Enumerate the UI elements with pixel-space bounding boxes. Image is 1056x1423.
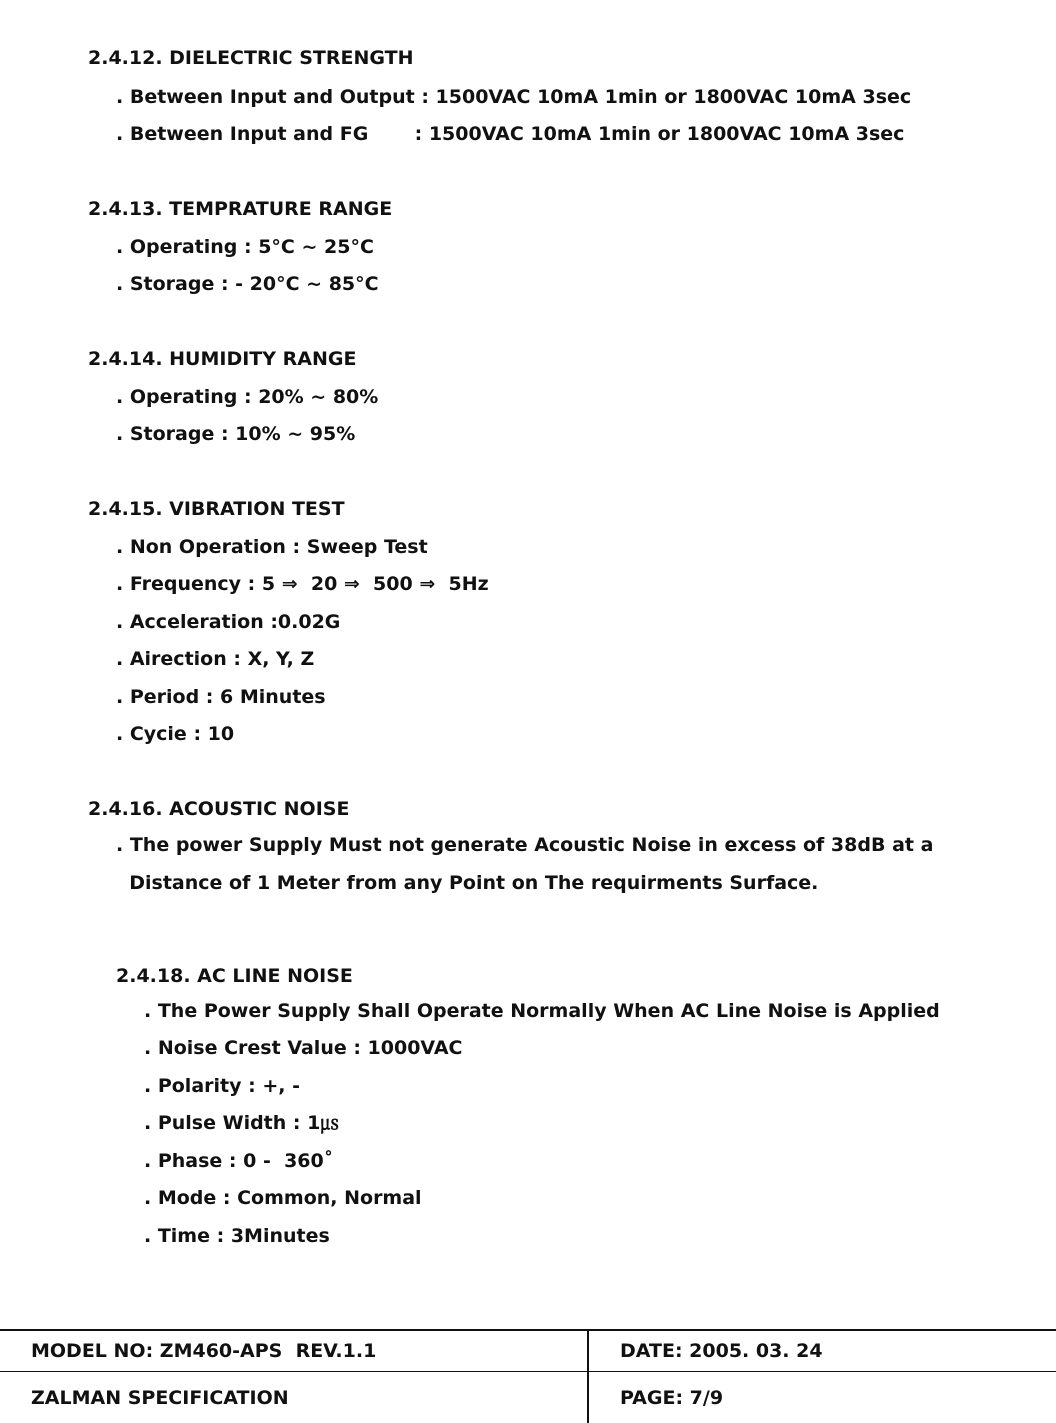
ac-noise-phase: . Phase : 0 - 360˚	[144, 1150, 334, 1172]
ac-noise-operation: . The Power Supply Shall Operate Normally When AC Line Noise is Applied	[144, 1000, 940, 1022]
footer-row-divider	[0, 1371, 1056, 1372]
section-heading-ac-line-noise: 2.4.18. AC LINE NOISE	[116, 965, 353, 987]
humidity-storage: . Storage : 10% ~ 95%	[116, 423, 356, 445]
vibration-cycle: . Cycie : 10	[116, 723, 235, 745]
footer-column-divider	[587, 1331, 589, 1423]
dielectric-input-output: . Between Input and Output : 1500VAC 10mA 1min or 1800VAC 10mA 3sec	[116, 86, 912, 108]
footer-specification: ZALMAN SPECIFICATION	[31, 1387, 289, 1409]
vibration-acceleration: . Acceleration :0.02G	[116, 611, 341, 633]
ac-noise-time: . Time : 3Minutes	[144, 1225, 330, 1247]
vibration-direction: . Airection : X, Y, Z	[116, 648, 315, 670]
acoustic-noise-line-1: . The power Supply Must not generate Acoustic Noise in excess of 38dB at a	[116, 834, 934, 856]
section-heading-temperature-range: 2.4.13. TEMPRATURE RANGE	[88, 198, 393, 220]
section-heading-acoustic-noise: 2.4.16. ACOUSTIC NOISE	[88, 798, 350, 820]
temperature-operating: . Operating : 5°C ~ 25°C	[116, 236, 374, 258]
vibration-frequency: . Frequency : 5 ⇒ 20 ⇒ 500 ⇒ 5Hz	[116, 573, 489, 595]
ac-noise-mode: . Mode : Common, Normal	[144, 1187, 422, 1209]
footer-model-number: MODEL NO: ZM460-APS REV.1.1	[31, 1340, 377, 1362]
vibration-period: . Period : 6 Minutes	[116, 686, 326, 708]
temperature-storage: . Storage : - 20°C ~ 85°C	[116, 273, 379, 295]
dielectric-input-fg: . Between Input and FG : 1500VAC 10mA 1min or 1800VAC 10mA 3sec	[116, 123, 905, 145]
footer-table	[0, 1329, 1056, 1421]
ac-noise-polarity: . Polarity : +, -	[144, 1075, 300, 1097]
ac-noise-pulse-width: . Pulse Width : 1㎲	[144, 1112, 340, 1134]
section-heading-dielectric-strength: 2.4.12. DIELECTRIC STRENGTH	[88, 47, 414, 69]
footer-date: DATE: 2005. 03. 24	[620, 1340, 823, 1362]
acoustic-noise-line-2: Distance of 1 Meter from any Point on The requirments Surface.	[116, 872, 819, 894]
humidity-operating: . Operating : 20% ~ 80%	[116, 386, 379, 408]
vibration-non-operation: . Non Operation : Sweep Test	[116, 536, 428, 558]
footer-page-number: PAGE: 7/9	[620, 1387, 724, 1409]
ac-noise-crest-value: . Noise Crest Value : 1000VAC	[144, 1037, 463, 1059]
section-heading-vibration-test: 2.4.15. VIBRATION TEST	[88, 498, 345, 520]
section-heading-humidity-range: 2.4.14. HUMIDITY RANGE	[88, 348, 357, 370]
